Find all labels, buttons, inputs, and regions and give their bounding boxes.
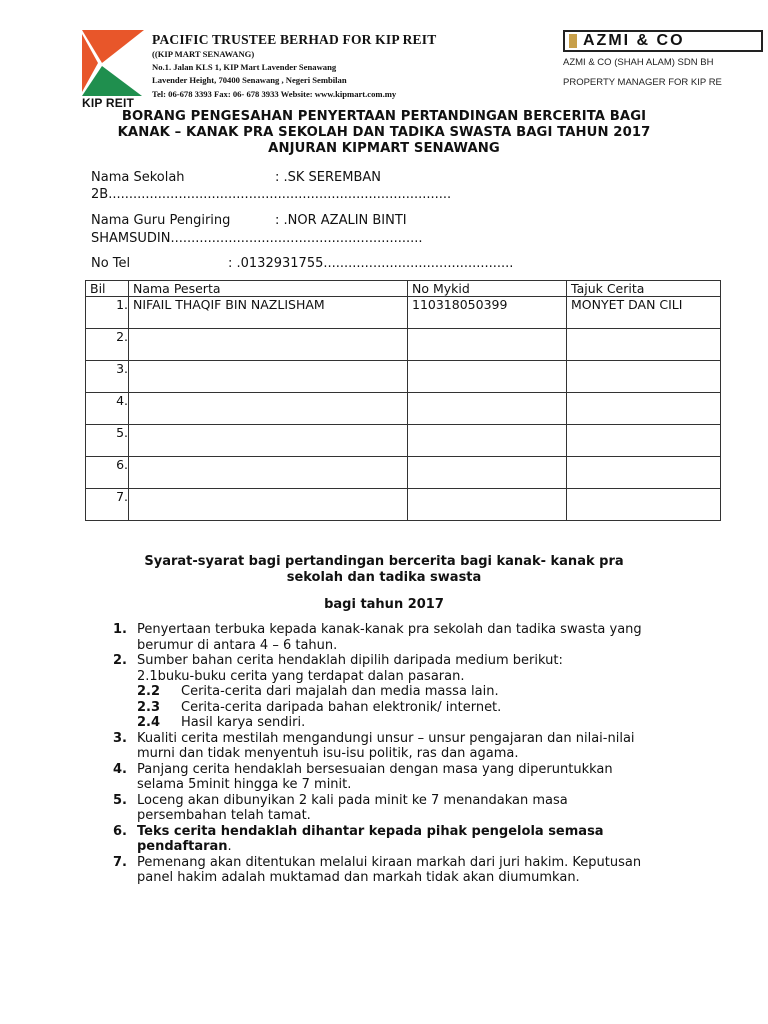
participants-table xyxy=(85,280,721,521)
list-item xyxy=(113,762,653,793)
logo-caption: KIP REIT xyxy=(82,96,135,110)
azmi-logo xyxy=(563,30,763,52)
cell-mykid xyxy=(408,457,567,489)
cell-nama xyxy=(129,329,408,361)
form-title-line-2: KANAK – KANAK PRA SEKOLAH DAN TADIKA SWASTA BAGI TAHUN 2017 xyxy=(117,125,651,140)
cell-nama xyxy=(129,489,408,521)
school-value-cont: 2B................................................................................... xyxy=(91,187,452,202)
azmi-company: AZMI & CO (SHAH ALAM) SDN BH xyxy=(563,57,714,68)
sub-item-number: 2.2 xyxy=(137,684,161,699)
list-item xyxy=(113,824,653,855)
sub-item xyxy=(137,684,653,700)
sub-item: 2.1buku-buku cerita yang terdapat dalan pasaran. xyxy=(137,668,465,684)
cell-tajuk xyxy=(567,329,721,361)
list-item xyxy=(113,793,653,824)
cell-tajuk xyxy=(567,393,721,425)
cell-nama xyxy=(129,393,408,425)
table-row xyxy=(86,425,721,457)
cell-tajuk xyxy=(567,425,721,457)
sub-item-number: 2.3 xyxy=(137,699,161,715)
col-no-mykid: No Mykid xyxy=(408,281,567,297)
table-row xyxy=(86,489,721,521)
form-title-line-3: ANJURAN KIPMART SENAWANG xyxy=(268,141,500,156)
list-item xyxy=(113,855,653,886)
table-header-row xyxy=(86,281,721,297)
conditions-year: bagi tahun 2017 xyxy=(324,597,444,612)
rule-number: 3. xyxy=(113,730,127,746)
rule-text: Penyertaan terbuka kepada kanak-kanak pra sekolah dan tadika swasta yang berumur di antara 4 – 6 tahun. xyxy=(137,622,642,653)
cell-tajuk xyxy=(567,361,721,393)
table-row xyxy=(86,297,721,329)
school-value: : .SK SEREMBAN xyxy=(275,170,382,185)
rule-number: 1. xyxy=(113,622,127,637)
school-label: Nama Sekolah xyxy=(91,170,185,185)
list-item xyxy=(113,622,653,653)
cell-bil: 1. xyxy=(86,297,129,329)
conditions-title-line-2: sekolah dan tadika swasta xyxy=(286,570,482,585)
table-row xyxy=(86,329,721,361)
rule-number: 4. xyxy=(113,761,127,777)
conditions-title-line-1: Syarat-syarat bagi pertandingan bercerita bagi kanak- kanak pra xyxy=(144,554,624,569)
sub-item-text: Cerita-cerita dari majalah dan media massa lain. xyxy=(181,684,499,699)
table-row xyxy=(86,393,721,425)
list-item xyxy=(113,653,653,731)
teacher-value: : .NOR AZALIN BINTI xyxy=(275,213,407,228)
cell-tajuk xyxy=(567,457,721,489)
col-nama-peserta: Nama Peserta xyxy=(129,281,408,297)
table-row xyxy=(86,361,721,393)
cell-bil: 4. xyxy=(86,393,129,425)
form-title-line-1: BORANG PENGESAHAN PENYERTAAN PERTANDINGAN BERCERITA BAGI xyxy=(121,109,647,124)
rule-number: 2. xyxy=(113,653,127,668)
conditions-list xyxy=(113,622,653,886)
org-contact: Tel: 06-678 3393 Fax: 06- 678 3933 Website: www.kipmart.com.my xyxy=(152,88,397,99)
sub-item-text: Cerita-cerita daripada bahan elektronik/ internet. xyxy=(181,699,502,715)
cell-mykid: 110318050399 xyxy=(408,297,567,329)
org-name: PACIFIC TRUSTEE BERHAD FOR KIP REIT xyxy=(152,32,437,47)
tel-label: No Tel xyxy=(91,256,131,271)
form-title xyxy=(84,109,684,157)
rule-text-end: . xyxy=(227,839,232,854)
org-address-1: No.1. Jalan KLS 1, KIP Mart Lavender Senawang xyxy=(152,62,337,73)
tel-field xyxy=(91,255,513,272)
cell-bil: 3. xyxy=(86,361,129,393)
cell-mykid xyxy=(408,361,567,393)
cell-mykid xyxy=(408,393,567,425)
sub-item-number: 2.4 xyxy=(137,715,161,730)
kip-reit-logo xyxy=(82,30,144,96)
rule-text: Kualiti cerita mestilah mengandungi unsur – unsur pengajaran dan nilai-nilai murni dan tidak menyentuh isu-isu politik, ras dan agama. xyxy=(137,730,635,761)
teacher-value-cont: SHAMSUDIN............................................................. xyxy=(91,231,423,246)
teacher-field xyxy=(91,212,407,229)
rule-text: Panjang cerita hendaklah bersesuaian dengan masa yang diperuntukkan selama 5minit hingga ke 7 minit. xyxy=(137,761,613,792)
cell-mykid xyxy=(408,425,567,457)
cell-nama xyxy=(129,425,408,457)
list-item xyxy=(113,731,653,762)
rule-text: Loceng akan dibunyikan 2 kali pada minit ke 7 menandakan masa persembahan telah tamat. xyxy=(137,792,568,823)
rule-text: Teks cerita hendaklah dihantar kepada pihak pengelola semasa pendaftaran xyxy=(137,823,604,854)
school-field xyxy=(91,169,381,186)
rule-text: Sumber bahan cerita hendaklah dipilih daripada medium berikut: xyxy=(137,653,563,668)
rule-number: 5. xyxy=(113,792,127,808)
cell-nama: NIFAIL THAQIF BIN NAZLISHAM xyxy=(129,297,408,329)
org-letterhead xyxy=(152,32,436,101)
teacher-label: Nama Guru Pengiring xyxy=(91,213,231,228)
sub-item xyxy=(137,715,653,731)
azmi-role: PROPERTY MANAGER FOR KIP RE xyxy=(563,77,722,88)
cell-bil: 5. xyxy=(86,425,129,457)
cell-tajuk xyxy=(567,489,721,521)
sub-item xyxy=(137,700,653,716)
rule-number: 6. xyxy=(113,823,127,839)
cell-nama xyxy=(129,361,408,393)
org-address-2: Lavender Height, 70400 Senawang , Negeri Sembilan xyxy=(152,75,347,86)
cell-bil: 7. xyxy=(86,489,129,521)
tel-value: : .0132931755.............................................. xyxy=(228,256,514,271)
org-sub: ((KIP MART SENAWANG) xyxy=(152,49,255,59)
conditions-title xyxy=(84,554,684,586)
col-bil: Bil xyxy=(86,281,129,297)
azmi-logo-text: AZMI & CO xyxy=(583,32,685,49)
azmi-logo-mark-icon xyxy=(569,34,577,48)
table-row xyxy=(86,457,721,489)
cell-tajuk: MONYET DAN CILI xyxy=(567,297,721,329)
cell-mykid xyxy=(408,329,567,361)
rule-text: Pemenang akan ditentukan melalui kiraan markah dari juri hakim. Keputusan panel hakim adalah muktamad dan markah tidak akan diumumkan. xyxy=(137,854,642,885)
sub-item-text: Hasil karya sendiri. xyxy=(181,715,306,730)
rule-number: 7. xyxy=(113,854,127,870)
cell-bil: 6. xyxy=(86,457,129,489)
cell-mykid xyxy=(408,489,567,521)
cell-nama xyxy=(129,457,408,489)
col-tajuk-cerita: Tajuk Cerita xyxy=(567,281,721,297)
cell-bil: 2. xyxy=(86,329,129,361)
